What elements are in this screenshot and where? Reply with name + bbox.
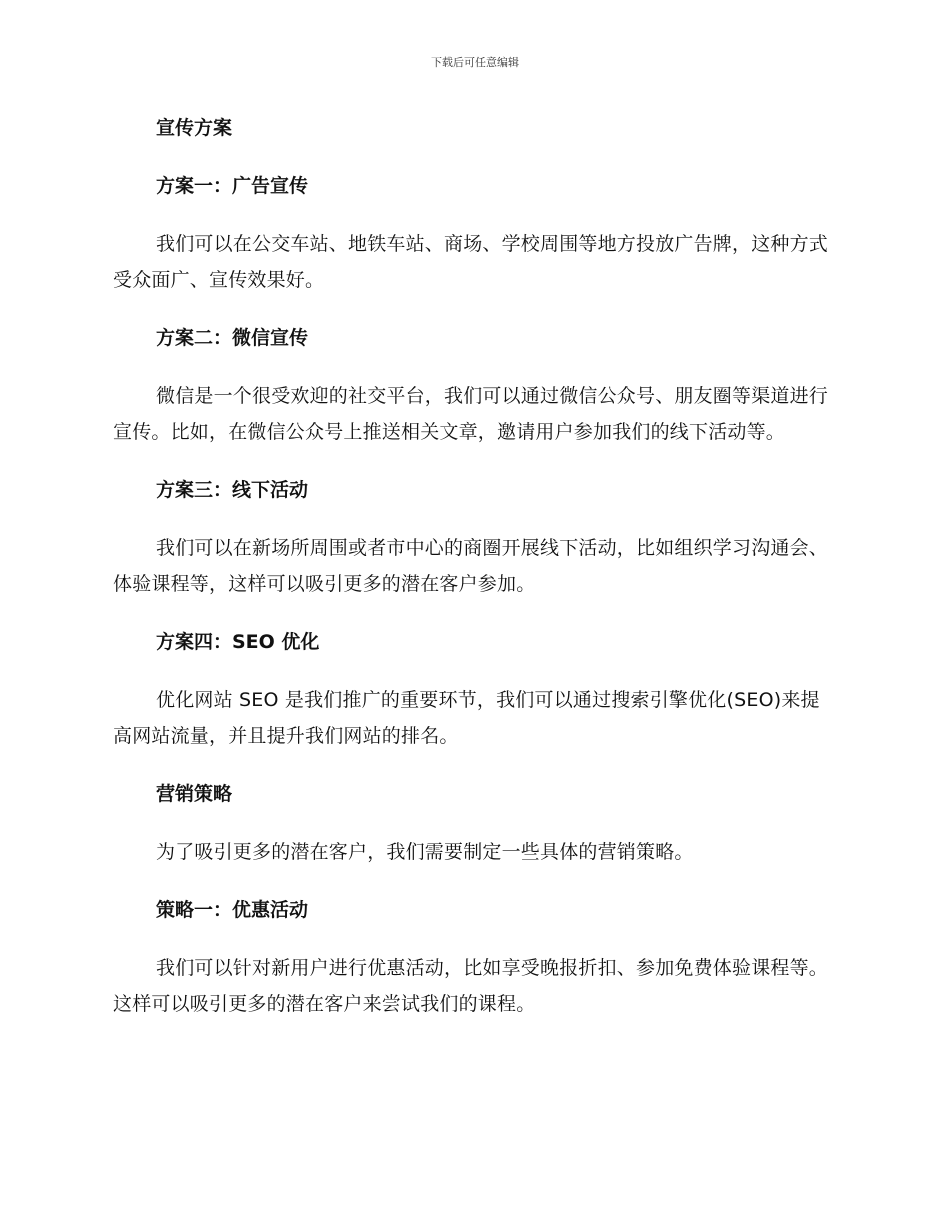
plan2-title: 方案二：微信宣传: [156, 327, 309, 349]
plan3-title: 方案三：线下活动: [156, 479, 309, 501]
marketing-intro-paragraph: 为了吸引更多的潜在客户，我们需要制定一些具体的营销策略。: [156, 841, 694, 863]
plan4-title: 方案四：SEO 优化: [156, 631, 320, 653]
plan1-title: 方案一：广告宣传: [156, 175, 309, 197]
strategy1-title: 策略一：优惠活动: [156, 899, 309, 921]
section-title-publicity: 宣传方案: [156, 117, 233, 139]
document-body: [113, 110, 835, 1044]
plan3-paragraph: 我们可以在新场所周围或者市中心的商圈开展线下活动，比如组织学习沟通会、体验课程等，这样可以吸引更多的潜在客户参加。: [113, 537, 829, 595]
plan2-paragraph: 微信是一个很受欢迎的社交平台，我们可以通过微信公众号、朋友圈等渠道进行宣传。比如，在微信公众号上推送相关文章，邀请用户参加我们的线下活动等。: [113, 385, 829, 443]
strategy1-paragraph: 我们可以针对新用户进行优惠活动，比如享受晚报折扣、参加免费体验课程等。这样可以吸引更多的潜在客户来尝试我们的课程。: [113, 957, 829, 1015]
plan4-paragraph: 优化网站 SEO 是我们推广的重要环节，我们可以通过搜索引擎优化(SEO)来提高网站流量，并且提升我们网站的排名。: [113, 689, 820, 747]
header-note: 下载后可任意编辑: [431, 56, 519, 69]
section-title-marketing: 营销策略: [156, 783, 233, 805]
plan1-paragraph: 我们可以在公交车站、地铁车站、商场、学校周围等地方投放广告牌，这种方式受众面广、宣传效果好。: [113, 233, 829, 291]
